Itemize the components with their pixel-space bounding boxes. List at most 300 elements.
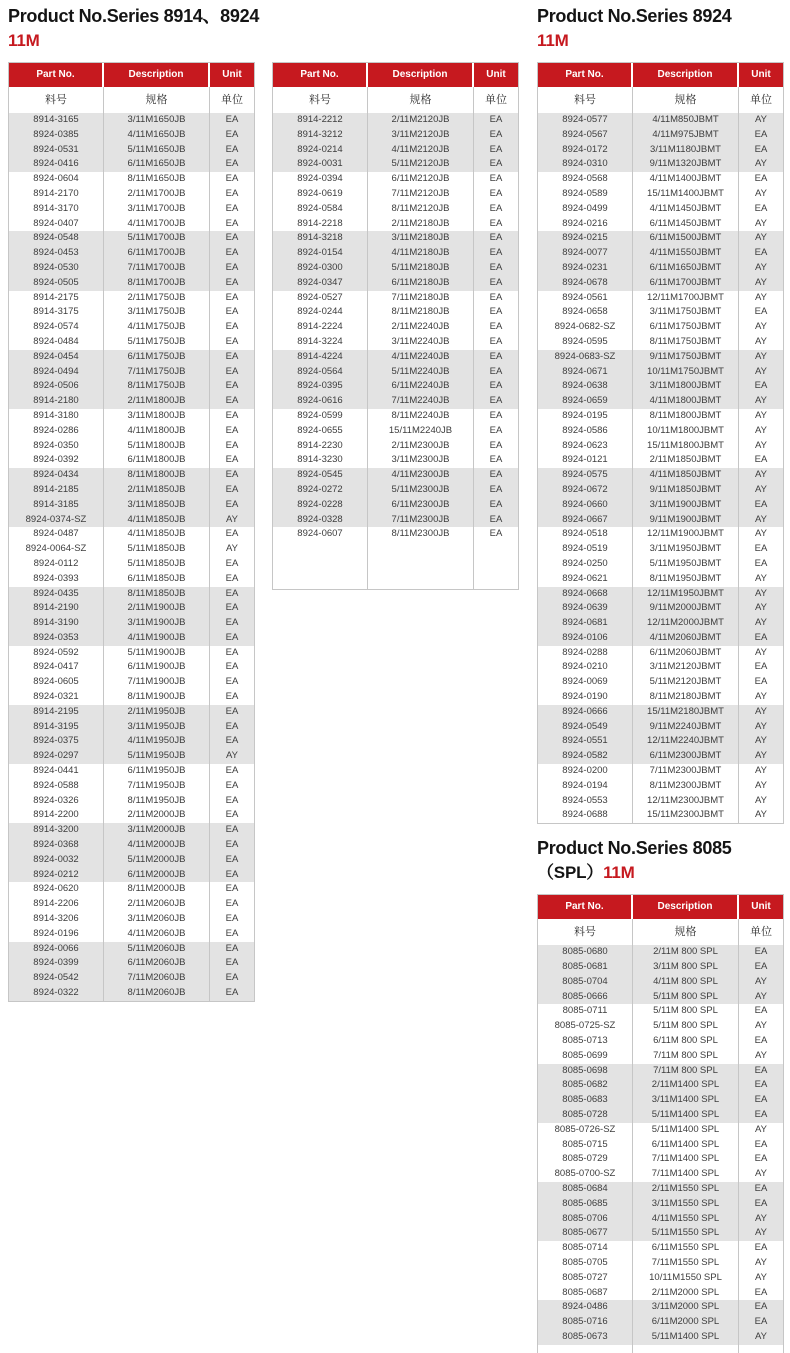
- part-no-cell: 8924-0548: [9, 231, 103, 246]
- unit-cell: AY: [738, 276, 783, 291]
- unit-cell: AY: [738, 990, 783, 1005]
- part-no-cell: 8924-0659: [538, 394, 632, 409]
- part-no-cell: 8085-0716: [538, 1315, 632, 1330]
- unit-cell: AY: [738, 483, 783, 498]
- description-cell: 3/11M1900JB: [103, 616, 209, 631]
- unit-cell: AY: [738, 424, 783, 439]
- part-no-cell: 8924-0660: [538, 498, 632, 513]
- part-no-cell: 8085-0727: [562, 1271, 608, 1283]
- column-subheader: 料号: [9, 87, 103, 113]
- table-row: [538, 1123, 783, 1138]
- unit-cell: EA: [738, 631, 783, 646]
- unit-cell: EA: [209, 291, 254, 306]
- column-subheader: 规格: [367, 87, 473, 113]
- description-cell: 4/11M1800JBMT: [632, 394, 738, 409]
- unit-cell: EA: [738, 1286, 783, 1301]
- unit-cell: EA: [209, 143, 254, 158]
- unit-cell: EA: [209, 587, 254, 602]
- unit-cell: EA: [209, 705, 254, 720]
- table-row: [538, 945, 783, 960]
- description-cell: 4/11M1900JB: [103, 631, 209, 646]
- part-no-cell: 8924-0551: [538, 734, 632, 749]
- description-cell: 7/11M 800 SPL: [632, 1064, 738, 1079]
- description-cell: 8/11M2180JBMT: [632, 690, 738, 705]
- table-row: [538, 1256, 783, 1271]
- section-subtitle-spl-11m: [537, 864, 784, 882]
- description-cell: 8/11M2240JB: [367, 409, 473, 424]
- table-row: [9, 942, 254, 957]
- part-no-cell: 8914-2200: [33, 809, 79, 821]
- part-no-cell: 8924-0194: [562, 779, 608, 791]
- unit-cell: AY: [738, 527, 783, 542]
- unit-cell: EA: [473, 113, 518, 128]
- table-row: [9, 409, 254, 424]
- description-cell: 8/11M2000JB: [103, 882, 209, 897]
- table-row: [9, 749, 254, 764]
- description-cell: 8/11M1800JBMT: [632, 409, 738, 424]
- part-no-cell: 8914-4224: [273, 350, 367, 365]
- description-cell: 4/11M1950JB: [103, 734, 209, 749]
- empty-cell: [367, 542, 473, 589]
- part-no-cell: 8085-0699: [562, 1049, 608, 1061]
- unit-cell: EA: [738, 128, 783, 143]
- unit-cell: EA: [209, 660, 254, 675]
- table-row: [538, 690, 783, 705]
- unit-cell: AY: [738, 231, 783, 246]
- part-no-cell: 8924-0564: [273, 365, 367, 380]
- unit-cell: EA: [209, 868, 254, 883]
- unit-cell: EA: [209, 394, 254, 409]
- unit-cell: EA: [209, 113, 254, 128]
- unit-cell: AY: [209, 542, 254, 557]
- part-no-cell: 8924-0394: [297, 173, 343, 185]
- part-no-cell: 8085-0681: [538, 960, 632, 975]
- part-no-cell: 8924-0212: [9, 868, 103, 883]
- part-no-cell: 8924-0392: [33, 454, 79, 466]
- table-row: [538, 424, 783, 439]
- description-cell: 4/11M2060JBMT: [632, 631, 738, 646]
- unit-cell: EA: [738, 1108, 783, 1123]
- table-row: [538, 1019, 783, 1034]
- table-row: [538, 1138, 783, 1153]
- description-cell: 2/11M2180JB: [367, 217, 473, 232]
- part-no-cell: 8924-0584: [297, 202, 343, 214]
- table-row: [538, 660, 783, 675]
- unit-cell: EA: [738, 960, 783, 975]
- part-no-cell: 8924-0322: [9, 986, 103, 1001]
- table-row: [538, 1167, 783, 1182]
- description-cell: 7/11M1400 SPL: [632, 1152, 738, 1167]
- section-subtitle-11m: 11M: [8, 31, 40, 50]
- description-cell: 4/11M1550 SPL: [632, 1212, 738, 1227]
- description-cell: 9/11M1850JBMT: [632, 483, 738, 498]
- description-cell: 4/11M 800 SPL: [632, 975, 738, 990]
- part-no-cell: 8924-0326: [33, 794, 79, 806]
- table-row: [9, 542, 254, 557]
- unit-cell: EA: [473, 261, 518, 276]
- table-row: [538, 990, 783, 1005]
- description-cell: 12/11M2000JBMT: [632, 616, 738, 631]
- part-no-cell: 8924-0575: [538, 468, 632, 483]
- part-no-cell: 8085-0700-SZ: [554, 1168, 616, 1180]
- table-row: [9, 498, 254, 513]
- table-row: [9, 365, 254, 380]
- unit-cell: AY: [738, 734, 783, 749]
- part-no-cell: 8924-0668: [538, 587, 632, 602]
- table-row: [538, 1152, 783, 1167]
- table-row: [538, 246, 783, 261]
- table-row: [538, 1034, 783, 1049]
- section-title-8924: Product No.Series 8924: [537, 6, 732, 26]
- description-cell: 12/11M2240JBMT: [632, 734, 738, 749]
- table-row: [538, 542, 783, 557]
- table-row: [273, 202, 518, 217]
- column-subheader: 规格: [103, 87, 209, 113]
- part-no-cell: 8085-0685: [538, 1197, 632, 1212]
- part-no-cell: 8924-0190: [562, 691, 608, 703]
- description-cell: 3/11M2120JBMT: [632, 660, 738, 675]
- part-no-cell: 8924-0672: [538, 483, 632, 498]
- description-cell: 2/11M1700JB: [103, 187, 209, 202]
- table-row: [273, 305, 518, 320]
- description-cell: 6/11M1750JBMT: [632, 320, 738, 335]
- unit-cell: EA: [473, 217, 518, 232]
- description-cell: 15/11M1800JBMT: [632, 439, 738, 454]
- part-no-cell: 8924-0441: [33, 765, 79, 777]
- part-no-cell: 8924-0435: [9, 587, 103, 602]
- description-cell: 5/11M2000JB: [103, 853, 209, 868]
- part-no-cell: 8924-0250: [562, 557, 608, 569]
- unit-cell: EA: [473, 320, 518, 335]
- description-cell: 10/11M1550 SPL: [632, 1271, 738, 1286]
- table-row: [9, 335, 254, 350]
- unit-cell: AY: [738, 1330, 783, 1345]
- table-row: [538, 587, 783, 602]
- part-no-cell: 8924-0561: [562, 291, 608, 303]
- description-cell: 2/11M2000 SPL: [632, 1286, 738, 1301]
- unit-cell: EA: [209, 942, 254, 957]
- part-no-cell: 8085-0715: [562, 1138, 608, 1150]
- part-no-cell: 8924-0417: [33, 661, 79, 673]
- table-row: [538, 231, 783, 246]
- unit-cell: EA: [209, 646, 254, 661]
- table-header-row: [538, 63, 783, 87]
- unit-cell: EA: [473, 424, 518, 439]
- part-no-cell: 8924-0553: [562, 794, 608, 806]
- table-row: [538, 305, 783, 320]
- table-row: [9, 350, 254, 365]
- part-no-cell: 8924-0494: [9, 365, 103, 380]
- table-row: [273, 291, 518, 306]
- unit-cell: EA: [473, 246, 518, 261]
- unit-cell: EA: [209, 779, 254, 794]
- part-no-cell: 8914-3195: [9, 720, 103, 735]
- table-row: [9, 912, 254, 927]
- unit-cell: EA: [738, 202, 783, 217]
- table-row: [9, 128, 254, 143]
- unit-cell: AY: [738, 1271, 783, 1286]
- unit-cell: EA: [738, 1034, 783, 1049]
- unit-cell: EA: [209, 439, 254, 454]
- unit-cell: EA: [738, 172, 783, 187]
- table-row: [9, 513, 254, 528]
- description-cell: 6/11M2240JB: [367, 379, 473, 394]
- table-row: [538, 187, 783, 202]
- unit-cell: EA: [473, 187, 518, 202]
- description-cell: 4/11M975JBMT: [632, 128, 738, 143]
- description-cell: 2/11M2300JB: [367, 439, 473, 454]
- description-cell: 7/11M2120JB: [367, 187, 473, 202]
- description-cell: 7/11M2300JBMT: [632, 764, 738, 779]
- column-header: Description: [633, 63, 737, 87]
- part-no-cell: 8085-0698: [538, 1064, 632, 1079]
- unit-cell: EA: [738, 498, 783, 513]
- unit-cell: AY: [738, 291, 783, 306]
- section-title-8085: Product No.Series 8085: [537, 838, 732, 859]
- table-row: [273, 276, 518, 291]
- description-cell: 3/11M1850JB: [103, 498, 209, 513]
- unit-cell: AY: [738, 749, 783, 764]
- description-cell: 7/11M1550 SPL: [632, 1256, 738, 1271]
- unit-cell: EA: [209, 912, 254, 927]
- unit-cell: EA: [738, 305, 783, 320]
- description-cell: 7/11M2180JB: [367, 291, 473, 306]
- part-no-cell: 8924-0666: [538, 705, 632, 720]
- part-no-cell: 8924-0210: [562, 661, 608, 673]
- unit-cell: EA: [473, 483, 518, 498]
- description-cell: 5/11M 800 SPL: [632, 990, 738, 1005]
- unit-cell: EA: [209, 202, 254, 217]
- description-cell: 8/11M1750JB: [103, 379, 209, 394]
- table-row: [9, 379, 254, 394]
- description-cell: 5/11M1550 SPL: [632, 1226, 738, 1241]
- table-row: [273, 365, 518, 380]
- part-no-cell: 8085-0673: [538, 1330, 632, 1345]
- table-row: [538, 675, 783, 690]
- table-row: [538, 1093, 783, 1108]
- table-subheader-row: [538, 87, 783, 113]
- table-row: [538, 291, 783, 306]
- part-no-cell: 8924-0658: [562, 306, 608, 318]
- description-cell: 6/11M1550 SPL: [632, 1241, 738, 1256]
- part-no-cell: 8924-0286: [33, 424, 79, 436]
- table-row: [538, 202, 783, 217]
- section-subtitle-spl: （SPL）: [537, 863, 604, 883]
- part-no-cell: 8924-0231: [538, 261, 632, 276]
- unit-cell: EA: [473, 231, 518, 246]
- part-no-cell: 8085-0683: [538, 1093, 632, 1108]
- table-header-row: [273, 63, 518, 87]
- part-no-cell: 8085-0682: [538, 1078, 632, 1093]
- description-cell: 6/11M1650JB: [103, 157, 209, 172]
- unit-cell: EA: [209, 557, 254, 572]
- table-row: [273, 453, 518, 468]
- section-title-8914-8924: Product No.Series 8914、8924: [8, 6, 260, 26]
- description-cell: 6/11M2000 SPL: [632, 1315, 738, 1330]
- table-row: [273, 527, 518, 542]
- unit-cell: EA: [209, 631, 254, 646]
- part-no-cell: 8924-0621: [562, 572, 608, 584]
- table-row: [538, 394, 783, 409]
- description-cell: 15/11M1400JBMT: [632, 187, 738, 202]
- part-no-cell: 8924-0353: [9, 631, 103, 646]
- unit-cell: EA: [209, 261, 254, 276]
- table-row: [9, 320, 254, 335]
- unit-cell: AY: [738, 468, 783, 483]
- unit-cell: EA: [473, 128, 518, 143]
- table-row: [9, 897, 254, 912]
- column-header: Part No.: [538, 63, 631, 87]
- table-row: [9, 705, 254, 720]
- part-no-cell: 8924-0454: [9, 350, 103, 365]
- table-row: [9, 587, 254, 602]
- table-row: [9, 631, 254, 646]
- part-no-cell: 8924-0589: [562, 187, 608, 199]
- description-cell: 5/11M 800 SPL: [632, 1004, 738, 1019]
- part-no-cell: 8924-0484: [33, 335, 79, 347]
- part-no-cell: 8914-3224: [297, 335, 343, 347]
- description-cell: 4/11M1850JB: [103, 527, 209, 542]
- section-subtitle-11m: 11M: [603, 863, 635, 883]
- description-cell: 6/11M1900JB: [103, 660, 209, 675]
- unit-cell: AY: [738, 1212, 783, 1227]
- column-header: Unit: [474, 63, 518, 87]
- column-subheader: 规格: [632, 919, 738, 945]
- part-no-cell: 8924-0519: [562, 543, 608, 555]
- unit-cell: AY: [738, 1049, 783, 1064]
- part-no-cell: 8914-2195: [9, 705, 103, 720]
- column-subheader: 单位: [738, 919, 783, 945]
- table-row: [538, 453, 783, 468]
- table-row: [538, 350, 783, 365]
- table-row: [9, 808, 254, 823]
- unit-cell: EA: [738, 675, 783, 690]
- column-header: Unit: [739, 895, 783, 919]
- table-row: [9, 660, 254, 675]
- table-subheader-row: [538, 919, 783, 945]
- description-cell: 4/11M1650JB: [103, 128, 209, 143]
- table-row: [538, 1300, 783, 1315]
- table-row: [9, 838, 254, 853]
- description-cell: 4/11M1700JB: [103, 217, 209, 232]
- part-no-cell: 8924-0586: [562, 424, 608, 436]
- empty-cell: [473, 542, 518, 589]
- description-cell: 3/11M2180JB: [367, 231, 473, 246]
- unit-cell: EA: [738, 1182, 783, 1197]
- table-row: [538, 557, 783, 572]
- part-no-cell: 8924-0588: [33, 779, 79, 791]
- part-no-cell: 8914-2224: [297, 321, 343, 333]
- description-cell: 6/11M2060JBMT: [632, 646, 738, 661]
- part-no-cell: 8914-3165: [9, 113, 103, 128]
- unit-cell: EA: [209, 956, 254, 971]
- description-cell: 2/11M2000JB: [103, 808, 209, 823]
- part-no-cell: 8924-0681: [538, 616, 632, 631]
- description-cell: 8/11M2300JB: [367, 527, 473, 542]
- table-row: [538, 157, 783, 172]
- column-header: Part No.: [9, 63, 102, 87]
- part-no-cell: 8924-0300: [273, 261, 367, 276]
- description-cell: 15/11M2180JBMT: [632, 705, 738, 720]
- unit-cell: AY: [738, 335, 783, 350]
- description-cell: 7/11M1400 SPL: [632, 1167, 738, 1182]
- unit-cell: EA: [473, 439, 518, 454]
- part-no-cell: 8924-0545: [273, 468, 367, 483]
- description-cell: 3/11M2060JB: [103, 912, 209, 927]
- part-no-cell: 8085-0728: [538, 1108, 632, 1123]
- table-row: [9, 246, 254, 261]
- unit-cell: EA: [209, 616, 254, 631]
- unit-cell: EA: [738, 1093, 783, 1108]
- description-cell: 9/11M1750JBMT: [632, 350, 738, 365]
- unit-cell: EA: [209, 320, 254, 335]
- table-subheader-row: [9, 87, 254, 113]
- table-row: [9, 468, 254, 483]
- part-no-cell: 8924-0112: [33, 557, 79, 569]
- unit-cell: EA: [473, 305, 518, 320]
- unit-cell: AY: [738, 409, 783, 424]
- part-no-cell: 8924-0297: [9, 749, 103, 764]
- table-row: [9, 971, 254, 986]
- table-row: [273, 409, 518, 424]
- description-cell: 5/11M2240JB: [367, 365, 473, 380]
- table-row: [273, 157, 518, 172]
- part-no-cell: 8924-0399: [9, 956, 103, 971]
- column-header: Description: [104, 63, 208, 87]
- description-cell: 6/11M1700JB: [103, 246, 209, 261]
- table-row: [9, 217, 254, 232]
- description-cell: 8/11M2180JB: [367, 305, 473, 320]
- table-row: [273, 246, 518, 261]
- column-right: [537, 6, 784, 1353]
- unit-cell: EA: [473, 143, 518, 158]
- part-no-cell: 8924-0031: [273, 157, 367, 172]
- part-no-cell: 8924-0347: [273, 276, 367, 291]
- parts-table-8914-8924-continued: [272, 62, 519, 590]
- table-row: [538, 1315, 783, 1330]
- part-no-cell: 8914-2190: [9, 601, 103, 616]
- description-cell: 3/11M1550 SPL: [632, 1197, 738, 1212]
- part-no-cell: 8924-0310: [538, 157, 632, 172]
- table-row: [538, 498, 783, 513]
- part-no-cell: 8924-0620: [33, 883, 79, 895]
- part-no-cell: 8924-0530: [9, 261, 103, 276]
- description-cell: 6/11M1650JBMT: [632, 261, 738, 276]
- table-row: [273, 483, 518, 498]
- part-no-cell: 8924-0321: [33, 691, 79, 703]
- empty-cell: [273, 542, 367, 589]
- description-cell: 2/11M1900JB: [103, 601, 209, 616]
- table-row: [538, 779, 783, 794]
- description-cell: 5/11M1950JB: [103, 749, 209, 764]
- table-row: [273, 320, 518, 335]
- unit-cell: EA: [473, 291, 518, 306]
- description-cell: 4/11M2060JB: [103, 927, 209, 942]
- table-row: [538, 1064, 783, 1079]
- table-row: [9, 202, 254, 217]
- part-no-cell: 8085-0666: [538, 990, 632, 1005]
- unit-cell: EA: [473, 276, 518, 291]
- description-cell: 9/11M1320JBMT: [632, 157, 738, 172]
- description-cell: 12/11M2300JBMT: [632, 794, 738, 809]
- description-cell: 8/11M1650JB: [103, 172, 209, 187]
- table-row: [538, 483, 783, 498]
- description-cell: 6/11M2300JB: [367, 498, 473, 513]
- column-subheader: 料号: [538, 87, 632, 113]
- part-no-cell: 8924-0599: [297, 409, 343, 421]
- unit-cell: EA: [473, 379, 518, 394]
- table-row: [9, 231, 254, 246]
